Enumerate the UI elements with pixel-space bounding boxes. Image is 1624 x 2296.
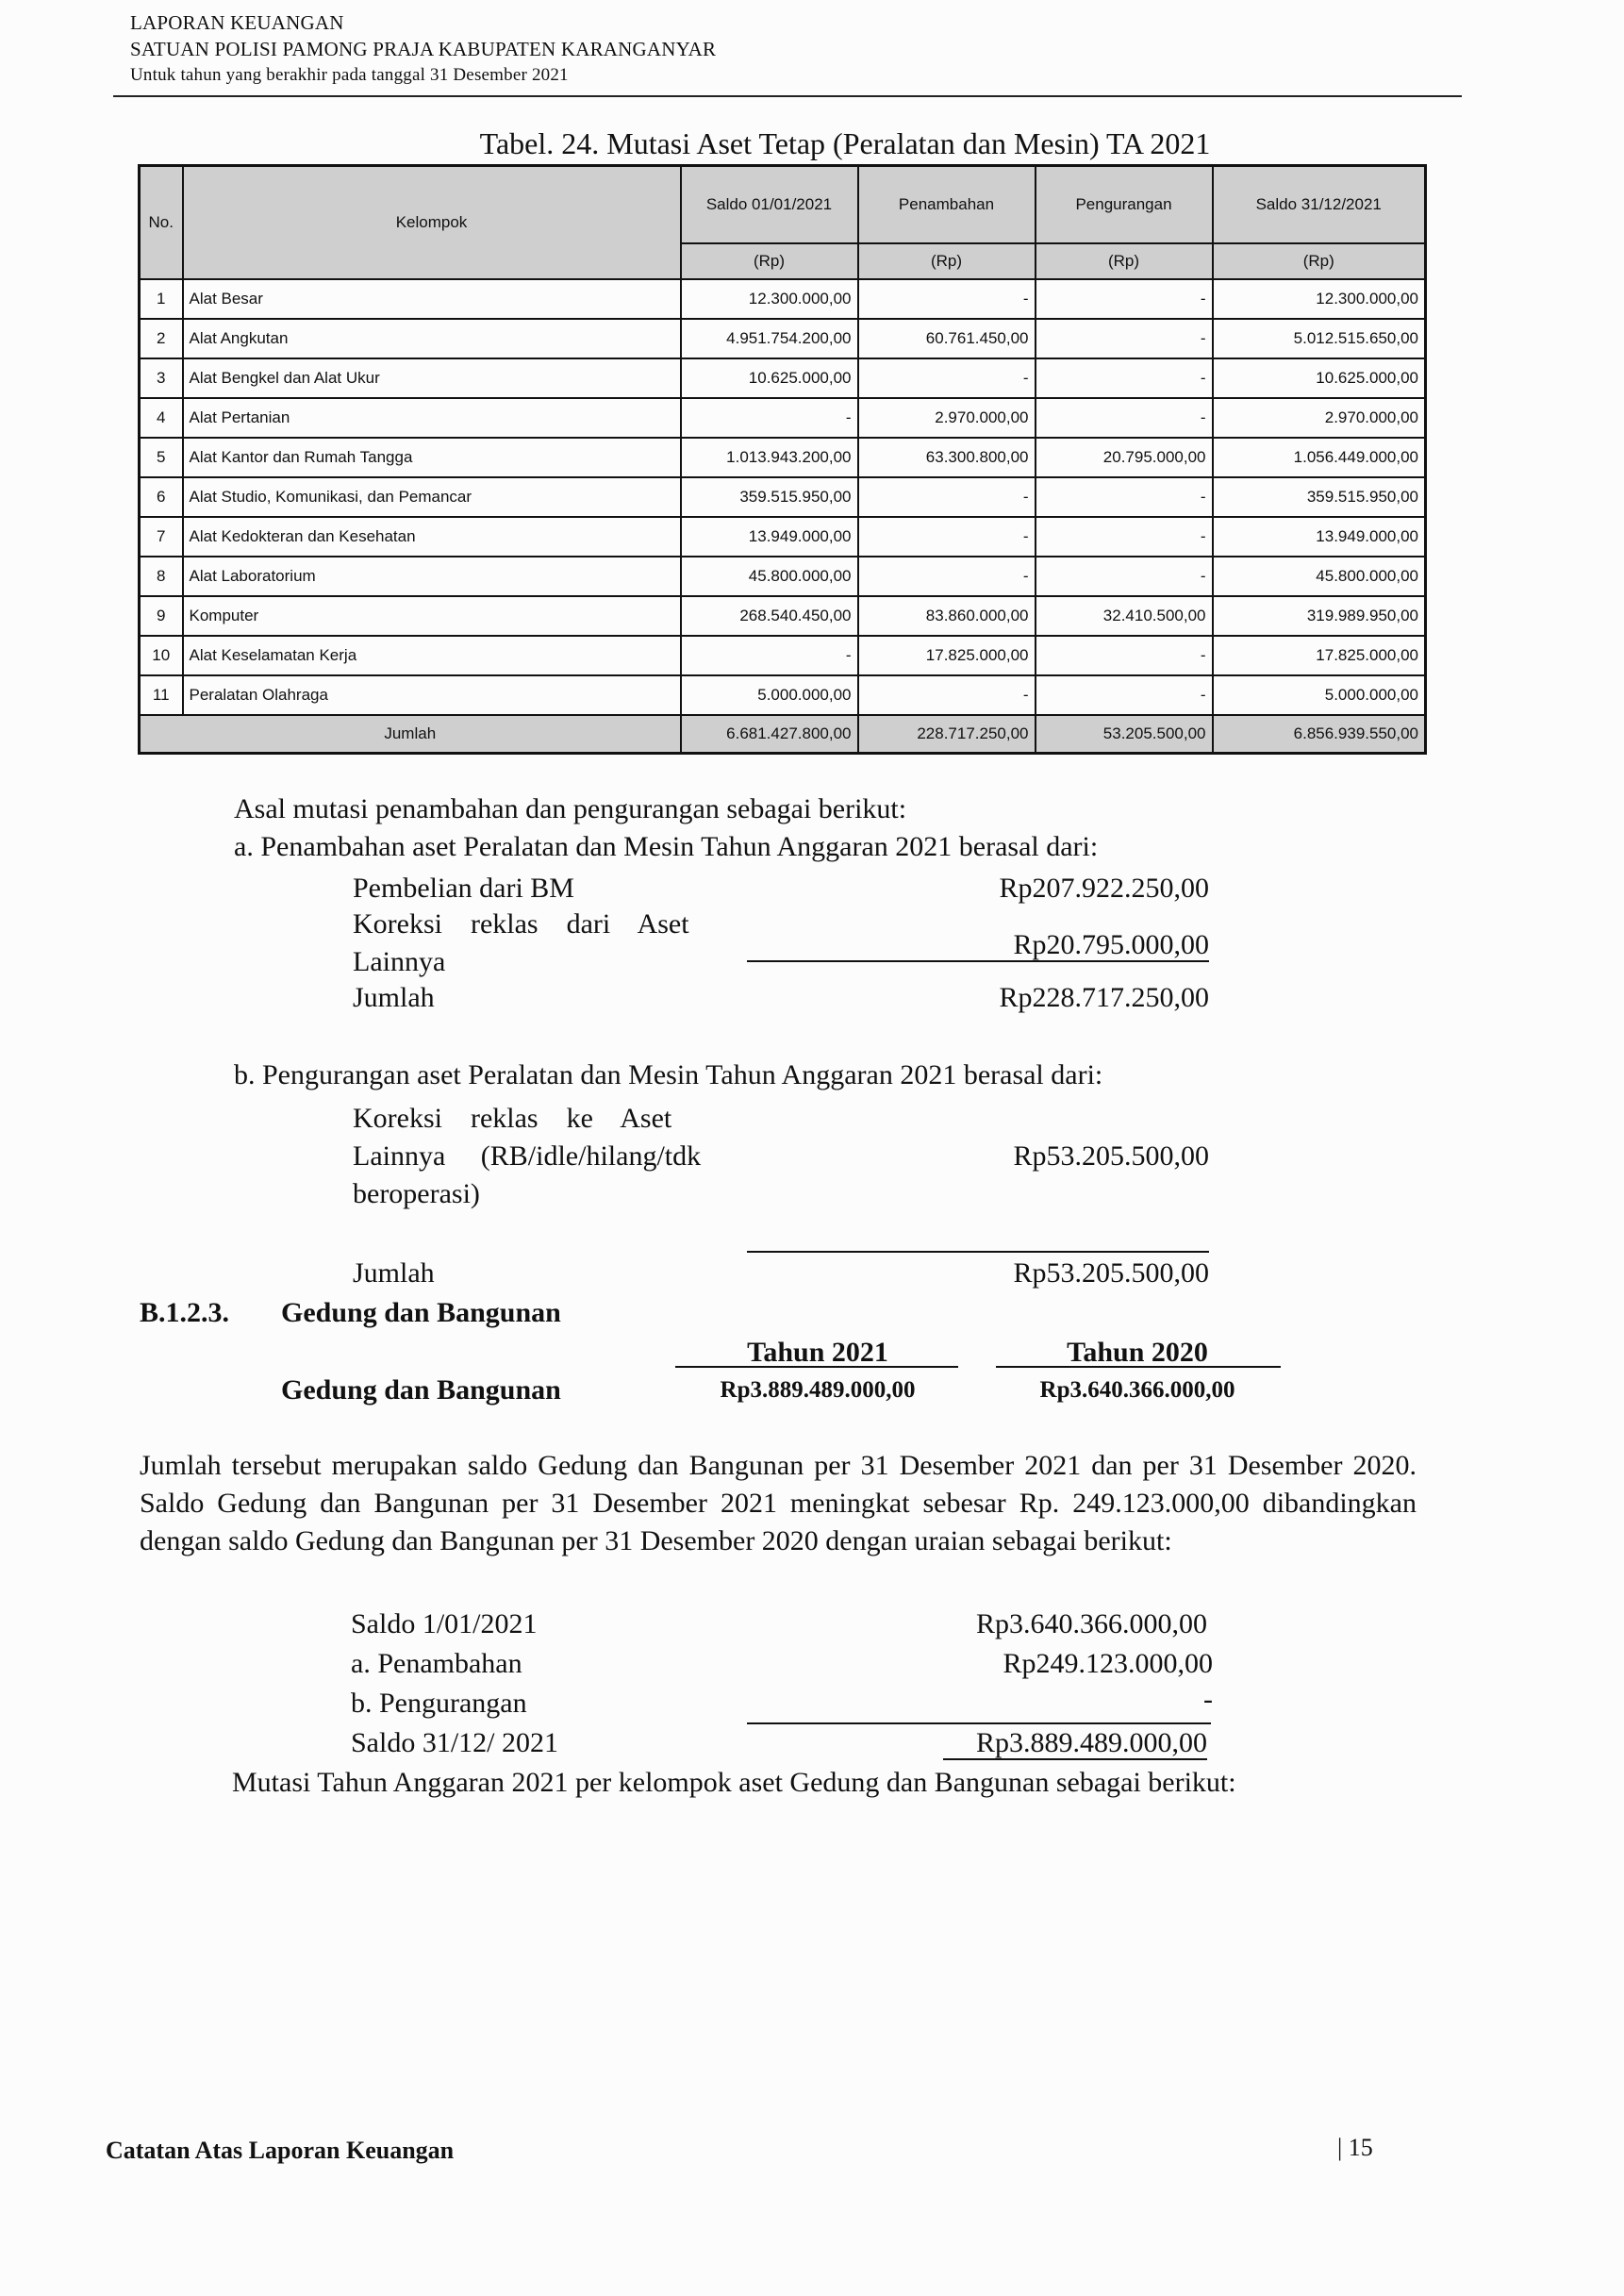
total-pengurangan: 53.205.500,00 — [1036, 715, 1213, 754]
pengurangan-item-label: Lainnya (RB/idle/hilang/tdk — [353, 1140, 702, 1172]
row-saldo-akhir: 45.800.000,00 — [1213, 557, 1426, 596]
row-number: 11 — [140, 675, 183, 715]
row-penambahan: 83.860.000,00 — [858, 596, 1036, 636]
row-number: 10 — [140, 636, 183, 675]
row-pengurangan: - — [1036, 557, 1213, 596]
table-row — [140, 358, 1426, 398]
row-saldo-akhir: 2.970.000,00 — [1213, 398, 1426, 438]
entity-name: SATUAN POLISI PAMONG PRAJA KABUPATEN KARANGANYAR — [130, 38, 717, 60]
footer-title: Catatan Atas Laporan Keuangan — [106, 2137, 455, 2164]
value-2020: Rp3.640.366.000,00 — [1039, 1377, 1235, 1403]
section-heading: Gedung dan Bangunan — [281, 1297, 561, 1328]
row-number: 5 — [140, 438, 183, 477]
saldo-awal-label: Saldo 1/01/2021 — [351, 1608, 538, 1639]
row-saldo-awal: - — [681, 398, 858, 438]
row-number: 3 — [140, 358, 183, 398]
pengurangan-title: b. Pengurangan aset Peralatan dan Mesin Tahun Anggaran 2021 berasal dari: — [234, 1059, 1103, 1090]
column-underline — [996, 1366, 1281, 1368]
period-line: Untuk tahun yang berakhir pada tanggal 31 Desember 2021 — [130, 65, 569, 85]
row-saldo-awal: 45.800.000,00 — [681, 557, 858, 596]
row-kelompok: Alat Studio, Komunikasi, dan Pemancar — [183, 477, 681, 517]
row-penambahan: 63.300.800,00 — [858, 438, 1036, 477]
row-kelompok: Alat Bengkel dan Alat Ukur — [183, 358, 681, 398]
penambahan-value: Rp249.123.000,00 — [1003, 1648, 1213, 1679]
penambahan-item-value: Rp20.795.000,00 — [1013, 929, 1209, 960]
closing-sentence: Mutasi Tahun Anggaran 2021 per kelompok aset Gedung dan Bangunan sebagai berikut: — [232, 1767, 1236, 1798]
row-saldo-akhir: 5.000.000,00 — [1213, 675, 1426, 715]
row-kelompok: Alat Laboratorium — [183, 557, 681, 596]
subtotal-rule — [747, 1251, 1209, 1253]
table-row — [140, 596, 1426, 636]
unit-label: (Rp) — [1036, 243, 1213, 279]
row-pengurangan: - — [1036, 477, 1213, 517]
row-saldo-akhir: 319.989.950,00 — [1213, 596, 1426, 636]
total-underline — [943, 1758, 1207, 1760]
value-2021: Rp3.889.489.000,00 — [720, 1377, 916, 1403]
saldo-akhir-value: Rp3.889.489.000,00 — [975, 1727, 1207, 1758]
table-row — [140, 279, 1426, 319]
row-pengurangan: - — [1036, 517, 1213, 557]
row-saldo-awal: 12.300.000,00 — [681, 279, 858, 319]
penambahan-title: a. Penambahan aset Peralatan dan Mesin Tahun Anggaran 2021 berasal dari: — [234, 831, 1099, 862]
row-penambahan: - — [858, 477, 1036, 517]
row-number: 2 — [140, 319, 183, 358]
header-divider — [113, 95, 1462, 97]
row-saldo-akhir: 359.515.950,00 — [1213, 477, 1426, 517]
row-number: 6 — [140, 477, 183, 517]
row-penambahan: 60.761.450,00 — [858, 319, 1036, 358]
subtotal-rule — [747, 960, 1209, 962]
saldo-akhir-label: Saldo 31/12/ 2021 — [351, 1727, 559, 1758]
mutasi-intro: Asal mutasi penambahan dan pengurangan sebagai berikut: — [234, 793, 907, 824]
row-penambahan: 2.970.000,00 — [858, 398, 1036, 438]
row-pengurangan: - — [1036, 398, 1213, 438]
row-kelompok: Alat Pertanian — [183, 398, 681, 438]
total-saldo-awal: 6.681.427.800,00 — [681, 715, 858, 754]
row-saldo-akhir: 13.949.000,00 — [1213, 517, 1426, 557]
row-penambahan: - — [858, 675, 1036, 715]
penambahan-item-label: Pembelian dari BM — [353, 873, 574, 904]
unit-label: (Rp) — [681, 243, 858, 279]
row-saldo-awal: 5.000.000,00 — [681, 675, 858, 715]
row-kelompok: Alat Kantor dan Rumah Tangga — [183, 438, 681, 477]
col-header-no: No. — [140, 166, 183, 280]
page-number: | 15 — [1337, 2134, 1373, 2161]
row-pengurangan: - — [1036, 279, 1213, 319]
penambahan-item-value: Rp207.922.250,00 — [999, 873, 1209, 904]
row-saldo-awal: - — [681, 636, 858, 675]
row-saldo-awal: 359.515.950,00 — [681, 477, 858, 517]
pengurangan-total-value: Rp53.205.500,00 — [1013, 1257, 1209, 1289]
row-pengurangan: 20.795.000,00 — [1036, 438, 1213, 477]
row-number: 4 — [140, 398, 183, 438]
row-number: 9 — [140, 596, 183, 636]
pengurangan-total-label: Jumlah — [353, 1257, 435, 1289]
pengurangan-label: b. Pengurangan — [351, 1688, 527, 1719]
table-row — [140, 398, 1426, 438]
col-tahun-2020: Tahun 2020 — [1067, 1337, 1208, 1368]
row-label-gedung: Gedung dan Bangunan — [281, 1374, 561, 1406]
row-kelompok: Alat Angkutan — [183, 319, 681, 358]
row-penambahan: 17.825.000,00 — [858, 636, 1036, 675]
row-pengurangan: - — [1036, 636, 1213, 675]
penambahan-item-label: Koreksi reklas dari Aset — [353, 908, 689, 940]
table-total-row — [140, 715, 1426, 754]
unit-label: (Rp) — [1213, 243, 1426, 279]
penambahan-label: a. Penambahan — [351, 1648, 522, 1679]
subtotal-rule — [747, 1722, 1211, 1724]
asset-mutation-table — [138, 164, 1427, 755]
row-kelompok: Alat Kedokteran dan Kesehatan — [183, 517, 681, 557]
row-kelompok: Peralatan Olahraga — [183, 675, 681, 715]
col-header-penambahan: Penambahan — [858, 166, 1036, 244]
row-saldo-awal: 268.540.450,00 — [681, 596, 858, 636]
pengurangan-value: - — [1203, 1684, 1213, 1715]
pengurangan-item-label: Koreksi reklas ke Aset — [353, 1103, 672, 1134]
row-kelompok: Komputer — [183, 596, 681, 636]
row-penambahan: - — [858, 517, 1036, 557]
row-saldo-awal: 1.013.943.200,00 — [681, 438, 858, 477]
row-pengurangan: - — [1036, 319, 1213, 358]
row-penambahan: - — [858, 279, 1036, 319]
row-saldo-akhir: 12.300.000,00 — [1213, 279, 1426, 319]
table-row — [140, 675, 1426, 715]
row-number: 1 — [140, 279, 183, 319]
section-code: B.1.2.3. — [140, 1297, 230, 1328]
col-header-pengurangan: Pengurangan — [1036, 166, 1213, 244]
pengurangan-item-value: Rp53.205.500,00 — [1013, 1140, 1209, 1172]
row-number: 8 — [140, 557, 183, 596]
row-pengurangan: 32.410.500,00 — [1036, 596, 1213, 636]
row-saldo-awal: 13.949.000,00 — [681, 517, 858, 557]
penambahan-total-label: Jumlah — [353, 982, 435, 1013]
column-underline — [675, 1366, 958, 1368]
row-saldo-awal: 10.625.000,00 — [681, 358, 858, 398]
row-saldo-akhir: 10.625.000,00 — [1213, 358, 1426, 398]
gedung-paragraph: Jumlah tersebut merupakan saldo Gedung dan Bangunan per 31 Desember 2021 dan per 31 Desember 2020. Saldo Gedung dan Bangunan per 31 Desember 2021 meningkat sebesar Rp. 249.123.000,00 dibandingkan dengan saldo Gedung dan Bangunan per 31 Desember 2020 dengan uraian sebagai berikut: — [140, 1450, 1417, 1556]
report-header — [130, 9, 1460, 89]
table-row — [140, 517, 1426, 557]
col-header-kelompok: Kelompok — [183, 166, 681, 280]
report-title: LAPORAN KEUANGAN — [130, 11, 344, 34]
table-row — [140, 319, 1426, 358]
col-tahun-2021: Tahun 2021 — [747, 1337, 888, 1368]
row-pengurangan: - — [1036, 358, 1213, 398]
table-row — [140, 438, 1426, 477]
row-kelompok: Alat Keselamatan Kerja — [183, 636, 681, 675]
row-saldo-akhir: 17.825.000,00 — [1213, 636, 1426, 675]
row-saldo-akhir: 1.056.449.000,00 — [1213, 438, 1426, 477]
row-pengurangan: - — [1036, 675, 1213, 715]
saldo-awal-value: Rp3.640.366.000,00 — [975, 1608, 1207, 1639]
table-row — [140, 477, 1426, 517]
unit-label: (Rp) — [858, 243, 1036, 279]
table-row — [140, 636, 1426, 675]
row-penambahan: - — [858, 557, 1036, 596]
pengurangan-item-label: beroperasi) — [353, 1178, 480, 1209]
col-header-saldo-akhir: Saldo 31/12/2021 — [1213, 166, 1426, 244]
table-title: Tabel. 24. Mutasi Aset Tetap (Peralatan dan Mesin) TA 2021 — [479, 126, 1211, 160]
penambahan-total-value: Rp228.717.250,00 — [999, 982, 1209, 1013]
total-label: Jumlah — [140, 715, 681, 754]
table-row — [140, 557, 1426, 596]
total-penambahan: 228.717.250,00 — [858, 715, 1036, 754]
col-header-saldo-awal: Saldo 01/01/2021 — [681, 166, 858, 244]
row-saldo-akhir: 5.012.515.650,00 — [1213, 319, 1426, 358]
total-saldo-akhir: 6.856.939.550,00 — [1213, 715, 1426, 754]
penambahan-item-label: Lainnya — [353, 946, 446, 977]
row-kelompok: Alat Besar — [183, 279, 681, 319]
row-number: 7 — [140, 517, 183, 557]
row-saldo-awal: 4.951.754.200,00 — [681, 319, 858, 358]
row-penambahan: - — [858, 358, 1036, 398]
